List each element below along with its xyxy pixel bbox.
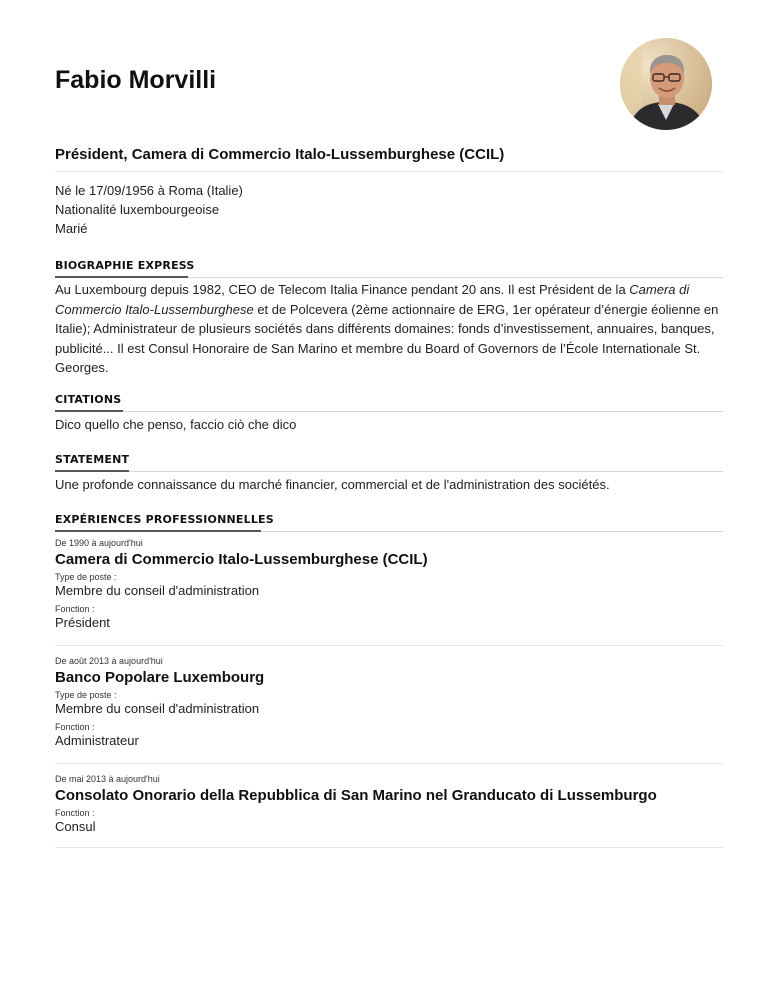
statement-section-header bbox=[55, 450, 723, 472]
function-label: Fonction : bbox=[55, 808, 95, 818]
section-title-bio: BIOGRAPHIE EXPRESS bbox=[55, 259, 195, 272]
function-value: Administrateur bbox=[55, 733, 139, 748]
position-type-label: Type de poste : bbox=[55, 572, 117, 582]
section-title-experiences: EXPÉRIENCES PROFESSIONNELLES bbox=[55, 513, 274, 526]
personal-info bbox=[55, 181, 243, 238]
experience-organization: Consolato Onorario della Repubblica di San Marino nel Granducato di Lussemburgo bbox=[55, 787, 657, 804]
experience-period: De 1990 à aujourd'hui bbox=[55, 538, 143, 548]
position-type-label: Type de poste : bbox=[55, 690, 117, 700]
section-title-statement: STATEMENT bbox=[55, 453, 130, 466]
bio-text bbox=[55, 280, 723, 378]
experience-item bbox=[55, 774, 723, 834]
function-value: Consul bbox=[55, 819, 96, 834]
experience-item bbox=[55, 656, 723, 748]
divider bbox=[55, 763, 723, 764]
experience-item bbox=[55, 538, 723, 630]
profile-name: Fabio Morvilli bbox=[55, 66, 217, 94]
birth-info: Né le 17/09/1956 à Roma (Italie) bbox=[55, 183, 243, 198]
nationality-info: Nationalité luxembourgeoise bbox=[55, 202, 220, 217]
bio-text-part: Au Luxembourg depuis 1982, CEO de Telecom Italia Finance pendant 20 ans. Il est Président de la bbox=[55, 282, 630, 297]
bio-text-part: et de Polcevera (2ème actionnaire de ERG, 1er opérateur d’énergie éolienne en Italie); Administrateur de plusieurs sociétés dans différents domaines: fonds d’investissement, annuaires, banques, publicité... Il est Consul Honoraire de San Marino et membre du Board of Governors de l’École Internationale St. Georges. bbox=[55, 301, 719, 375]
profile-page bbox=[55, 0, 723, 994]
function-value: Président bbox=[55, 615, 110, 630]
citations-section-header bbox=[55, 390, 723, 412]
experience-organization: Camera di Commercio Italo-Lussemburghese (CCIL) bbox=[55, 551, 428, 568]
experience-period: De mai 2013 à aujourd'hui bbox=[55, 774, 160, 784]
divider bbox=[55, 171, 723, 172]
function-label: Fonction : bbox=[55, 722, 95, 732]
statement-text: Une profonde connaissance du marché financier, commercial et de l'administration des sociétés. bbox=[55, 477, 610, 492]
marital-status: Marié bbox=[55, 221, 88, 236]
function-label: Fonction : bbox=[55, 604, 95, 614]
citation-text: Dico quello che penso, faccio ciò che dico bbox=[55, 417, 297, 432]
divider bbox=[55, 645, 723, 646]
portrait-photo-icon bbox=[620, 38, 712, 130]
position-type-value: Membre du conseil d'administration bbox=[55, 701, 260, 716]
section-title-citations: CITATIONS bbox=[55, 393, 122, 406]
experiences-section-header bbox=[55, 510, 723, 532]
experience-period: De août 2013 à aujourd'hui bbox=[55, 656, 163, 666]
profile-title: Président, Camera di Commercio Italo-Lussemburghese (CCIL) bbox=[55, 146, 505, 163]
position-type-value: Membre du conseil d'administration bbox=[55, 583, 260, 598]
experience-organization: Banco Popolare Luxembourg bbox=[55, 669, 265, 686]
bio-section-header bbox=[55, 256, 723, 278]
profile-photo bbox=[620, 38, 712, 130]
divider bbox=[55, 847, 723, 848]
bio-text-italic: Camera di Commercio Italo-Lussemburghese bbox=[55, 282, 690, 317]
